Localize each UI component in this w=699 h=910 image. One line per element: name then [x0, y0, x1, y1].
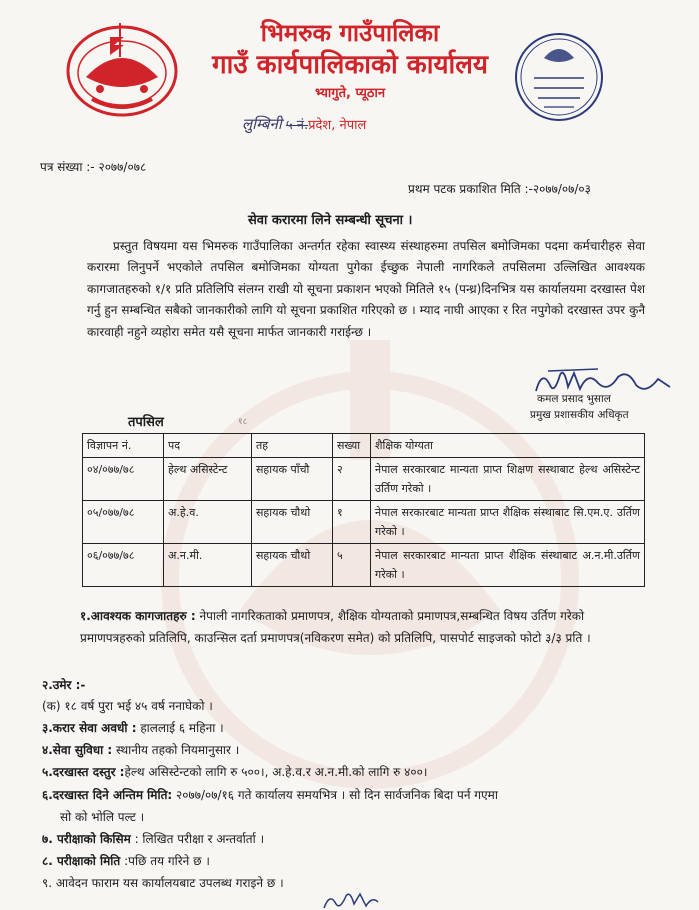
- requirement-exam-date-line: [42, 852, 210, 869]
- table-row: [83, 544, 645, 587]
- cell-post: अ.न.मी.: [164, 544, 252, 587]
- requirement-exam-type-line: [42, 830, 264, 847]
- cell-ad-number: ०५/०७७/७८: [83, 501, 164, 544]
- requirement-fee-text: हेल्थ असिस्टेन्टको लागि रु ५००।, अ.हे.व.र अ.न.मी.को लागि रु ४००।: [124, 765, 428, 779]
- requirement-contract-label: ३.करार सेवा अवधी :: [42, 721, 137, 735]
- published-date: प्रथम पटक प्रकाशित मिति :-२०७७/०७/०३: [408, 182, 591, 196]
- requirement-fee-line: [42, 763, 427, 780]
- requirement-age-label: २.उमेर :-: [42, 678, 86, 692]
- header-count: सख्या: [333, 434, 371, 458]
- requirement-documents-label: १.आवश्यक कागजातहरु :: [80, 609, 196, 623]
- requirement-exam-type-label: ७. परीक्षाको किसिम: [42, 832, 131, 846]
- stamp-mark: १८: [238, 417, 248, 427]
- requirement-age-line: [42, 697, 213, 714]
- province-suffix: प्रदेश, नेपाल: [308, 118, 367, 133]
- cell-ad-number: ०४/०७७/७८: [83, 458, 164, 501]
- office-name: गाउँ कार्यपालिकाको कार्यालय: [212, 50, 488, 80]
- office-seal-icon: [512, 30, 606, 124]
- requirement-fee-label: ५.दरखास्त दस्तुर :: [42, 765, 125, 779]
- requirement-documents-text: नेपाली नागरिकताको प्रमाणपत्र, शैक्षिक योग्यताको प्रमाणपत्र,सम्बन्धित विषय उर्तिण गरेको प्रमाणपत्रहरुको प्रतिलिपि, काउन्सिल दर्ता प्रमाणपत्र(नविकरण समेत) को प्रतिलिपि, पासपोर्ट साइजको फोटो ३/३ प्रति ।: [80, 609, 591, 645]
- requirement-deadline-label: ६.दरखास्त दिने अन्तिम मिति:: [42, 788, 173, 802]
- requirement-exam-date-label: ८. परीक्षाको मिति: [42, 854, 121, 868]
- cell-level: सहायक चौथो: [252, 544, 333, 587]
- requirement-documents: [80, 606, 642, 649]
- cell-post: हेल्थ असिस्टेन्ट: [164, 458, 252, 501]
- cell-qualification: नेपाल सरकारबाट मान्यता प्राप्त शिक्षण सस्थाबाट हेल्थ असिस्टेन्ट उर्तिण गरेको ।: [371, 458, 645, 501]
- table-row: [83, 501, 645, 544]
- signer-name: कमल प्रसाद भुसाल: [537, 393, 611, 405]
- cell-level: सहायक चौथो: [252, 501, 333, 544]
- requirement-deadline-line-2: [60, 808, 144, 825]
- requirement-deadline-text: २०७७/०७/१६ गते कार्यालय समयभित्र । सो दिन सार्वजनिक बिदा पर्न गएमा: [172, 788, 498, 802]
- municipality-name: भिमरुक गाउँपालिका: [260, 19, 440, 47]
- nepal-emblem-icon: [62, 15, 182, 123]
- requirement-contract-line: [42, 719, 224, 736]
- header-qualification: शैक्षिक योग्यता: [371, 434, 645, 458]
- cell-qualification: नेपाल सरकारबाट मान्यता प्राप्त शैक्षिक संस्थाबाट सि.एम.ए. उर्तिण गरेको ।: [371, 501, 645, 544]
- cell-count: २: [333, 458, 371, 501]
- requirement-exam-date-text: :पछि तय गरिने छ ।: [120, 854, 210, 868]
- requirement-facility-label: ४.सेवा सुविधा :: [42, 743, 113, 757]
- requirement-form-line: [42, 874, 284, 891]
- office-location: भ्यागुते, प्यूठान: [314, 86, 386, 101]
- positions-table: [82, 433, 645, 587]
- reference-number: पत्र संख्या :- २०७७/०७८: [40, 160, 147, 174]
- requirement-form-text: ९. आवेदन फाराम यस कार्यालयबाट उपलब्ध गराइने छ ।: [42, 876, 284, 890]
- cell-qualification: नेपाल सरकारबाट मान्यता प्राप्त शैक्षिक संस्थाबाट अ.न.मी.उर्तिण गरेको ।: [371, 544, 645, 587]
- province-struck: ५ नं.: [285, 118, 309, 133]
- notice-body: प्रस्तुत विषयमा यस भिमरुक गाउँपालिका अन्तर्गत रहेका स्वास्थ्य संस्थाहरुमा तपसिल बमोजिमका पदमा कर्मचारीहरु सेवा करारमा लिनुपर्ने भएकोले तपसिल बमोजिमका योग्यता पुगेका ईच्छुक नेपाली नागरिकले तपसिलमा उल्लिखित आवश्यक कागजातहरुको १/१ प्रति प्रतिलिपि संलग्न राखी यो सूचना प्रकाशन भएको मितिले १५ (पन्ध्र)दिनभित्र यस कार्यालयमा दरखास्त पेश गर्नु हुन सम्बन्धित सबैको जानकारीको लागि यो सूचना प्रकाशित गरिएको छ । म्याद नाघी आएका र रित नपुगेको दरखास्त उपर कुनै कारवाही नहुने व्यहोरा समेत यसै सूचना मार्फत जानकारी गराईन्छ ।: [87, 239, 645, 339]
- requirement-age-label-line: [42, 676, 85, 693]
- header-level: तह: [252, 434, 333, 458]
- requirement-exam-type-text: : लिखित परीक्षा र अन्तर्वार्ता ।: [130, 832, 265, 846]
- requirement-facility-text: स्थानीय तहको नियमानुसार ।: [112, 743, 240, 757]
- table-header-row: [83, 434, 645, 458]
- requirement-contract-text: हाललाई ६ महिना ।: [136, 721, 224, 735]
- notice-title: सेवा करारमा लिने सम्बन्धी सूचना ।: [248, 213, 413, 228]
- cell-post: अ.हे.व.: [164, 501, 252, 544]
- requirement-deadline-line: [42, 786, 498, 803]
- cell-count: ५: [333, 544, 371, 587]
- cell-count: १: [333, 501, 371, 544]
- table-caption: तपसिल: [128, 415, 164, 430]
- requirement-deadline-text-2: सो को भोलि पल्ट ।: [60, 810, 145, 824]
- table-row: [83, 458, 645, 501]
- bottom-signature-icon: [320, 890, 380, 910]
- cell-ad-number: ०६/०७७/७८: [83, 544, 164, 587]
- header-post: पद: [164, 434, 252, 458]
- header-ad-number: विज्ञापन नं.: [83, 434, 164, 458]
- requirement-facility-line: [42, 741, 239, 758]
- province-line: [242, 114, 366, 134]
- province-handwritten: लुम्बिनी: [242, 115, 282, 133]
- cell-level: सहायक पाँचौ: [252, 458, 333, 501]
- requirement-age-text: (क) १८ वर्ष पुरा भई ४५ वर्ष ननाघेको ।: [42, 699, 213, 713]
- signer-title: प्रमुख प्रशासकीय अधिकृत: [530, 409, 629, 421]
- letterhead: [180, 18, 520, 103]
